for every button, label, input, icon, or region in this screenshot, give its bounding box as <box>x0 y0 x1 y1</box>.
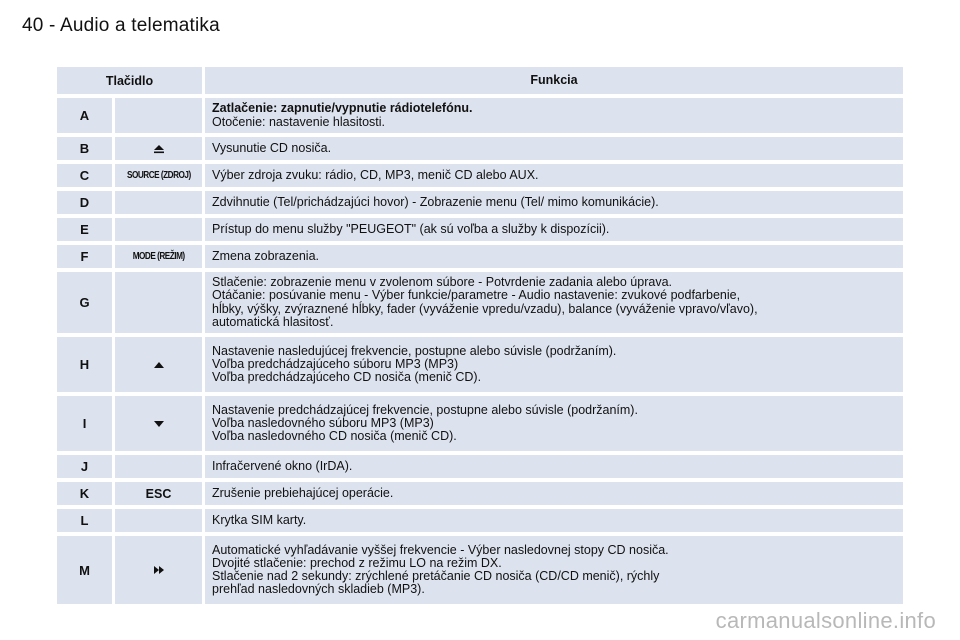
desc-line: Otočenie: nastavenie hlasitosti. <box>212 114 386 129</box>
table-row <box>57 396 903 451</box>
desc-line: Voľba nasledovného CD nosiča (menič CD). <box>212 429 457 444</box>
row-button <box>115 191 202 214</box>
row-description <box>205 191 903 214</box>
row-button <box>115 396 202 451</box>
row-button <box>115 245 202 268</box>
table-row <box>57 164 903 187</box>
header-button: Tlačidlo <box>57 67 202 94</box>
desc-line: Prístup do menu služby "PEUGEOT" (ak sú voľba a služby k dispozícii). <box>212 221 610 236</box>
row-key: E <box>57 218 112 241</box>
row-description <box>205 482 903 505</box>
row-button <box>115 218 202 241</box>
eject-icon <box>152 144 166 154</box>
row-description <box>205 455 903 478</box>
desc-line: Automatické vyhľadávanie vyššej frekvencie - Výber nasledovnej stopy CD nosiča. <box>212 542 669 557</box>
row-button <box>115 482 202 505</box>
row-description <box>205 396 903 451</box>
desc-line: Vysunutie CD nosiča. <box>212 140 332 155</box>
row-description <box>205 98 903 133</box>
desc-line: Zdvihnutie (Tel/prichádzajúci hovor) - Zobrazenie menu (Tel/ mimo komunikácie). <box>212 194 659 209</box>
row-description <box>205 137 903 160</box>
desc-line: Krytka SIM karty. <box>212 512 307 527</box>
row-button <box>115 337 202 392</box>
table-row <box>57 98 903 133</box>
row-button <box>115 455 202 478</box>
desc-line: automatická hlasitosť. <box>212 314 334 329</box>
row-key: B <box>57 137 112 160</box>
row-button <box>115 137 202 160</box>
row-key: J <box>57 455 112 478</box>
desc-line: Zatlačenie: zapnutie/vypnutie rádiotelefónu. <box>212 101 473 116</box>
row-description <box>205 218 903 241</box>
fast-forward-icon <box>153 565 165 575</box>
table-row <box>57 272 903 333</box>
desc-line: Otáčanie: posúvanie menu - Výber funkcie/parametre - Audio nastavenie: zvukové podfarbenie, <box>212 288 741 303</box>
desc-line: Zmena zobrazenia. <box>212 248 320 263</box>
row-key: K <box>57 482 112 505</box>
table-row <box>57 137 903 160</box>
arrow-down-icon <box>153 420 165 428</box>
page-title: 40 - Audio a telematika <box>22 15 220 36</box>
mode-button-label: MODE (REŽIM) <box>132 251 185 262</box>
table-row <box>57 482 903 505</box>
arrow-up-icon <box>153 361 165 369</box>
watermark: carmanualsonline.info <box>715 608 936 633</box>
row-key: G <box>57 272 112 333</box>
table-row <box>57 245 903 268</box>
controls-table <box>57 67 903 608</box>
desc-line: Výber zdroja zvuku: rádio, CD, MP3, menič CD alebo AUX. <box>212 167 539 182</box>
row-description <box>205 164 903 187</box>
esc-button-label: ESC <box>145 486 172 501</box>
row-button <box>115 98 202 133</box>
desc-line: Stlačenie: zobrazenie menu v zvolenom súbore - Potvrdenie zadania alebo úprava. <box>212 275 672 290</box>
row-description <box>205 272 903 333</box>
desc-line: Infračervené okno (IrDA). <box>212 458 353 473</box>
header-function: Funkcia <box>205 67 903 94</box>
desc-line: Voľba predchádzajúceho súboru MP3 (MP3) <box>212 356 459 371</box>
row-key: D <box>57 191 112 214</box>
desc-line: hĺbky, výšky, zvýraznené hĺbky, fader (vyváženie vpredu/vzadu), balance (vyváženie vpravo/vľavo), <box>212 301 758 316</box>
row-key: C <box>57 164 112 187</box>
row-description <box>205 245 903 268</box>
row-key: A <box>57 98 112 133</box>
row-button <box>115 164 202 187</box>
source-button-label: SOURCE (ZDROJ) <box>126 170 191 181</box>
row-key: M <box>57 536 112 604</box>
desc-line: Nastavenie predchádzajúcej frekvencie, postupne alebo súvisle (podržaním). <box>212 402 638 417</box>
row-button <box>115 509 202 532</box>
table-row <box>57 191 903 214</box>
table-row <box>57 455 903 478</box>
row-button <box>115 536 202 604</box>
table-row <box>57 536 903 604</box>
desc-line: Zrušenie prebiehajúcej operácie. <box>212 485 394 500</box>
desc-line: Dvojité stlačenie: prechod z režimu LO na režim DX. <box>212 555 502 570</box>
table-row <box>57 509 903 532</box>
row-key: F <box>57 245 112 268</box>
row-key: L <box>57 509 112 532</box>
desc-line: prehľad nasledovných skladieb (MP3). <box>212 582 425 597</box>
row-description <box>205 509 903 532</box>
desc-line: Voľba predchádzajúceho CD nosiča (menič CD). <box>212 370 482 385</box>
desc-line: Nastavenie nasledujúcej frekvencie, postupne alebo súvisle (podržaním). <box>212 343 617 358</box>
row-key: H <box>57 337 112 392</box>
table-row <box>57 218 903 241</box>
row-description <box>205 337 903 392</box>
row-key: I <box>57 396 112 451</box>
desc-line: Voľba nasledovného súboru MP3 (MP3) <box>212 415 434 430</box>
desc-line: Stlačenie nad 2 sekundy: zrýchlené pretáčanie CD nosiča (CD/CD menič), rýchly <box>212 569 660 583</box>
table-header <box>57 67 903 94</box>
row-button <box>115 272 202 333</box>
row-description <box>205 536 903 604</box>
table-row <box>57 337 903 392</box>
